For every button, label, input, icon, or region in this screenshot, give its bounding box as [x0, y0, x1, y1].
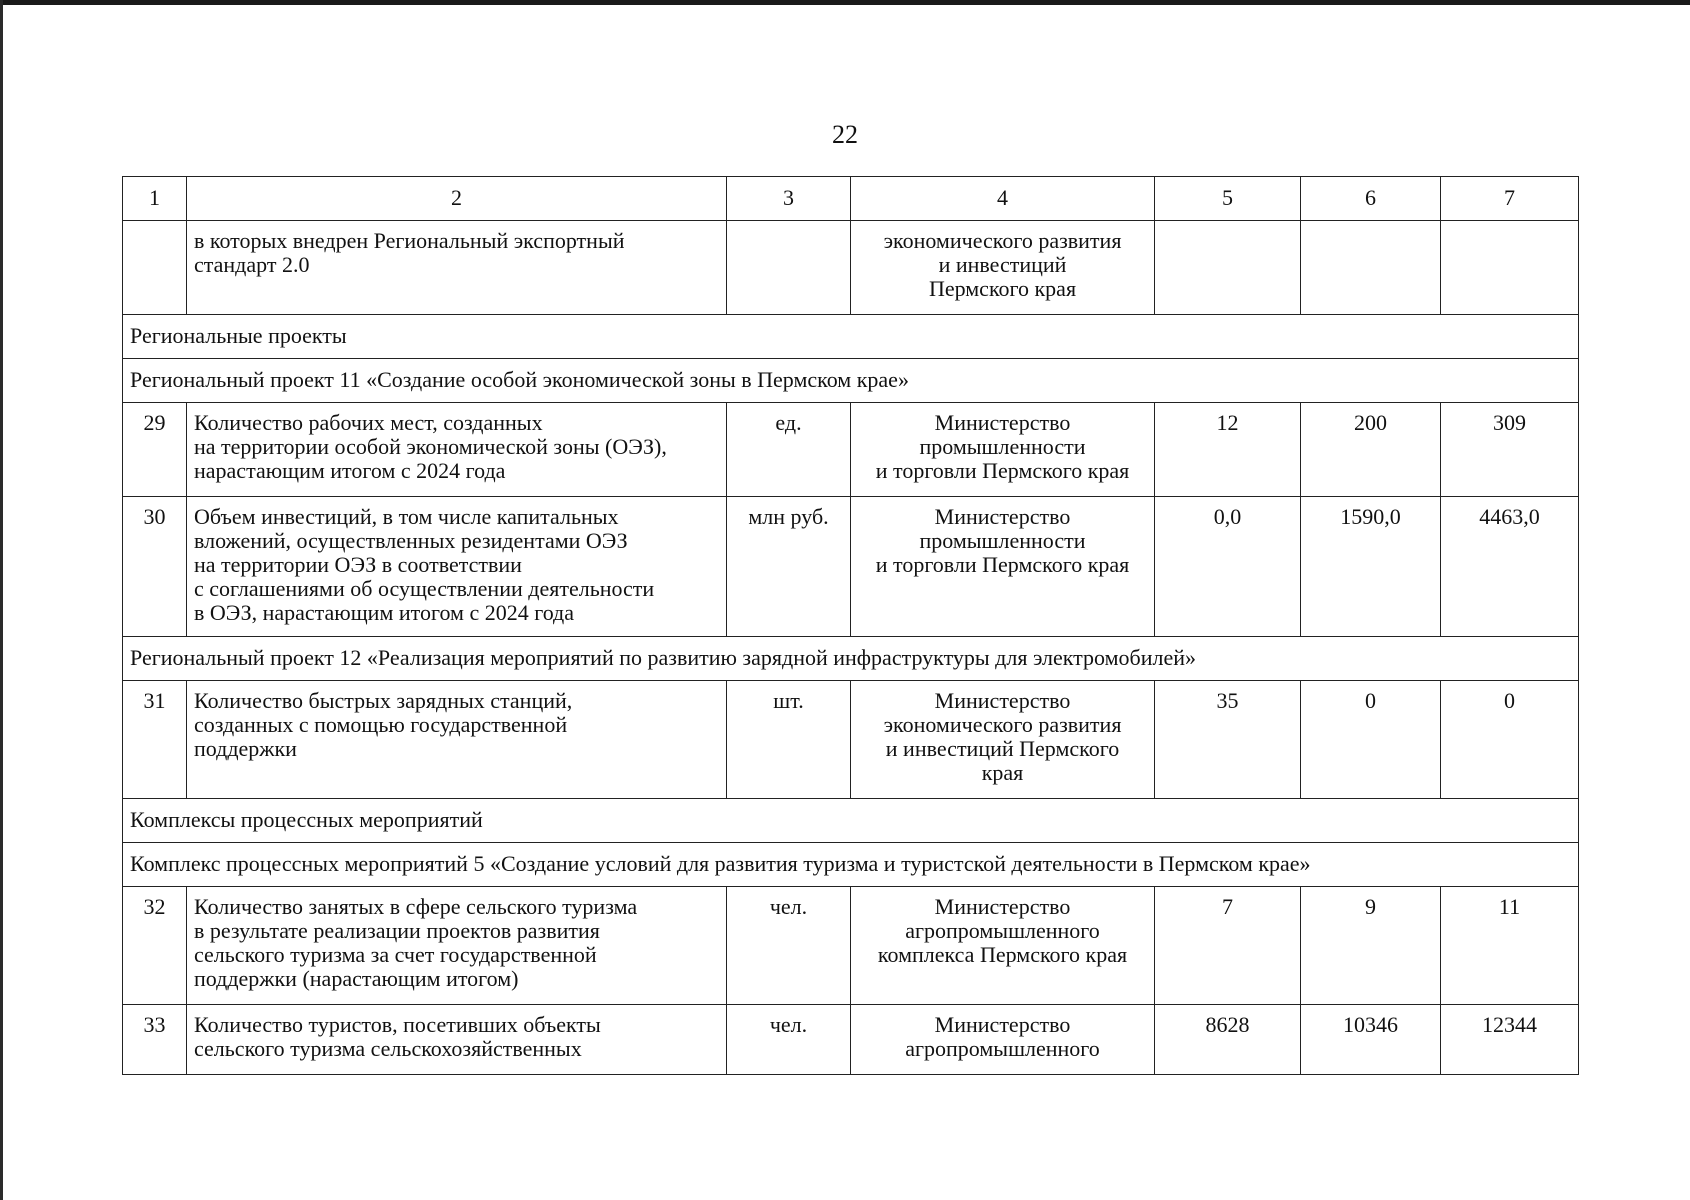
indicator-name: в которых внедрен Региональный экспортный стандарт 2.0 — [187, 221, 727, 315]
column-number: 1 — [123, 177, 187, 221]
value-col-7: 12344 — [1441, 1005, 1579, 1075]
section-header — [123, 843, 1579, 887]
value-col-7: 4463,0 — [1441, 497, 1579, 637]
value-col-7: 0 — [1441, 681, 1579, 799]
responsible-body: Министерство агропромышленного — [851, 1005, 1155, 1075]
page-number: 22 — [832, 120, 858, 149]
responsible-body: Министерство агропромышленного комплекса Пермского края — [851, 887, 1155, 1005]
section-title: Комплексы процессных мероприятий — [123, 799, 1579, 843]
indicator-name: Количество быстрых зарядных станций, созданных с помощью государственной поддержки — [187, 681, 727, 799]
column-number: 5 — [1155, 177, 1301, 221]
unit: чел. — [727, 1005, 851, 1075]
indicator-name: Количество туристов, посетивших объекты сельского туризма сельскохозяйственных — [187, 1005, 727, 1075]
responsible-body: Министерство экономического развития и инвестиций Пермского края — [851, 681, 1155, 799]
indicators-table — [122, 176, 1579, 1075]
section-header — [123, 359, 1579, 403]
value-col-6 — [1301, 221, 1441, 315]
value-col-6: 200 — [1301, 403, 1441, 497]
column-number: 2 — [187, 177, 727, 221]
indicator-name: Объем инвестиций, в том числе капитальных вложений, осуществленных резидентами ОЭЗ на территории ОЭЗ в соответствии с соглашениями об осуществлении деятельности в ОЭЗ, нарастающим итогом с 2024 года — [187, 497, 727, 637]
unit: ед. — [727, 403, 851, 497]
row-number: 30 — [123, 497, 187, 637]
indicator-name: Количество занятых в сфере сельского туризма в результате реализации проектов развития сельского туризма за счет государственной поддержки (нарастающим итогом) — [187, 887, 727, 1005]
value-col-5: 0,0 — [1155, 497, 1301, 637]
value-col-7: 309 — [1441, 403, 1579, 497]
column-number: 6 — [1301, 177, 1441, 221]
unit: чел. — [727, 887, 851, 1005]
row-number: 32 — [123, 887, 187, 1005]
responsible-body: Министерство промышленности и торговли Пермского края — [851, 403, 1155, 497]
column-number-row — [123, 177, 1579, 221]
value-col-6: 1590,0 — [1301, 497, 1441, 637]
row-number — [123, 221, 187, 315]
value-col-7: 11 — [1441, 887, 1579, 1005]
unit: млн руб. — [727, 497, 851, 637]
value-col-5: 7 — [1155, 887, 1301, 1005]
section-title: Комплекс процессных мероприятий 5 «Создание условий для развития туризма и туристской деятельности в Пермском крае» — [123, 843, 1579, 887]
value-col-5: 8628 — [1155, 1005, 1301, 1075]
section-title: Региональные проекты — [123, 315, 1579, 359]
value-col-5 — [1155, 221, 1301, 315]
table-row-continuation — [123, 221, 1579, 315]
table-row — [123, 403, 1579, 497]
table-row — [123, 497, 1579, 637]
value-col-5: 35 — [1155, 681, 1301, 799]
table-row — [123, 681, 1579, 799]
column-number: 3 — [727, 177, 851, 221]
responsible-body: экономического развития и инвестиций Пермского края — [851, 221, 1155, 315]
value-col-6: 0 — [1301, 681, 1441, 799]
value-col-6: 10346 — [1301, 1005, 1441, 1075]
column-number: 4 — [851, 177, 1155, 221]
section-header — [123, 637, 1579, 681]
scan-border-top — [0, 0, 1690, 5]
value-col-7 — [1441, 221, 1579, 315]
row-number: 31 — [123, 681, 187, 799]
indicator-name: Количество рабочих мест, созданных на территории особой экономической зоны (ОЭЗ), нарастающим итогом с 2024 года — [187, 403, 727, 497]
row-number: 29 — [123, 403, 187, 497]
table-row — [123, 887, 1579, 1005]
scan-border-left — [0, 0, 3, 1200]
unit — [727, 221, 851, 315]
value-col-5: 12 — [1155, 403, 1301, 497]
section-header — [123, 799, 1579, 843]
row-number: 33 — [123, 1005, 187, 1075]
column-number: 7 — [1441, 177, 1579, 221]
section-title: Региональный проект 12 «Реализация мероприятий по развитию зарядной инфраструктуры для электромобилей» — [123, 637, 1579, 681]
value-col-6: 9 — [1301, 887, 1441, 1005]
unit: шт. — [727, 681, 851, 799]
responsible-body: Министерство промышленности и торговли Пермского края — [851, 497, 1155, 637]
table-row — [123, 1005, 1579, 1075]
section-header — [123, 315, 1579, 359]
section-title: Региональный проект 11 «Создание особой экономической зоны в Пермском крае» — [123, 359, 1579, 403]
